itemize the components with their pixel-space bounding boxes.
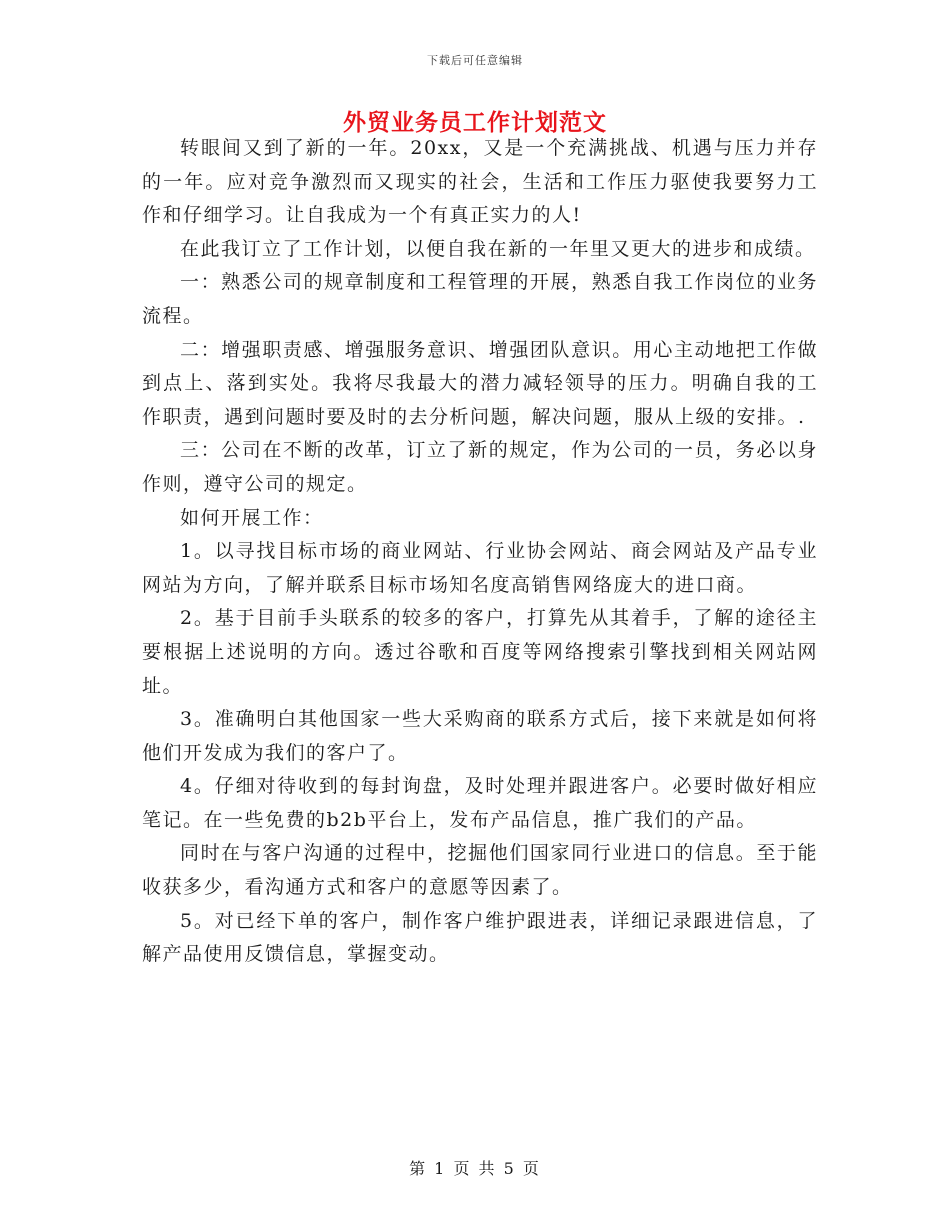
page-footer: 第 1 页 共 5 页 [409, 1159, 541, 1178]
paragraph-1: 转眼间又到了新的一年。20xx，又是一个充满挑战、机遇与压力并存的一年。应对竞争激烈而又现实的社会，生活和工作压力驱使我要努力工作和仔细学习。让自我成为一个有真正实力的人! [142, 137, 818, 227]
paragraph-7: 1。以寻找目标市场的商业网站、行业协会网站、商会网站及产品专业网站为方向，了解并联系目标市场知名度高销售网络庞大的进口商。 [142, 540, 818, 596]
paragraph-4: 二：增强职责感、增强服务意识、增强团队意识。用心主动地把工作做到点上、落到实处。我将尽我最大的潜力减轻领导的压力。明确自我的工作职责，遇到问题时要及时的去分析问题，解决问题，服从上级的安排。. [142, 338, 818, 428]
paragraph-11: 同时在与客户沟通的过程中，挖掘他们国家同行业进口的信息。至于能收获多少，看沟通方式和客户的意愿等因素了。 [142, 842, 818, 899]
paragraph-10: 4。仔细对待收到的每封询盘，及时处理并跟进客户。必要时做好相应笔记。在一些免费的b2b平台上，发布产品信息，推广我们的产品。 [142, 775, 818, 831]
paragraph-9: 3。准确明白其他国家一些大采购商的联系方式后，接下来就是如何将他们开发成为我们的客户了。 [142, 708, 818, 764]
paragraph-6: 如何开展工作： [180, 506, 324, 529]
document-body [142, 132, 818, 972]
paragraph-3: 一：熟悉公司的规章制度和工程管理的开展，熟悉自我工作岗位的业务流程。 [142, 271, 818, 327]
paragraph-12: 5。对已经下单的客户，制作客户维护跟进表，详细记录跟进信息，了解产品使用反馈信息，掌握变动。 [142, 909, 818, 966]
document-title: 外贸业务员工作计划范文 [343, 109, 607, 136]
header-note: 下载后可任意编辑 [427, 54, 523, 67]
paragraph-8: 2。基于目前手头联系的较多的客户，打算先从其着手，了解的途径主要根据上述说明的方向。透过谷歌和百度等网络搜索引擎找到相关网站网址。 [142, 607, 818, 697]
paragraph-2: 在此我订立了工作计划，以便自我在新的一年里又更大的进步和成绩。 [180, 237, 816, 260]
paragraph-5: 三：公司在不断的改革，订立了新的规定，作为公司的一员，务必以身作则，遵守公司的规定。 [142, 439, 818, 495]
